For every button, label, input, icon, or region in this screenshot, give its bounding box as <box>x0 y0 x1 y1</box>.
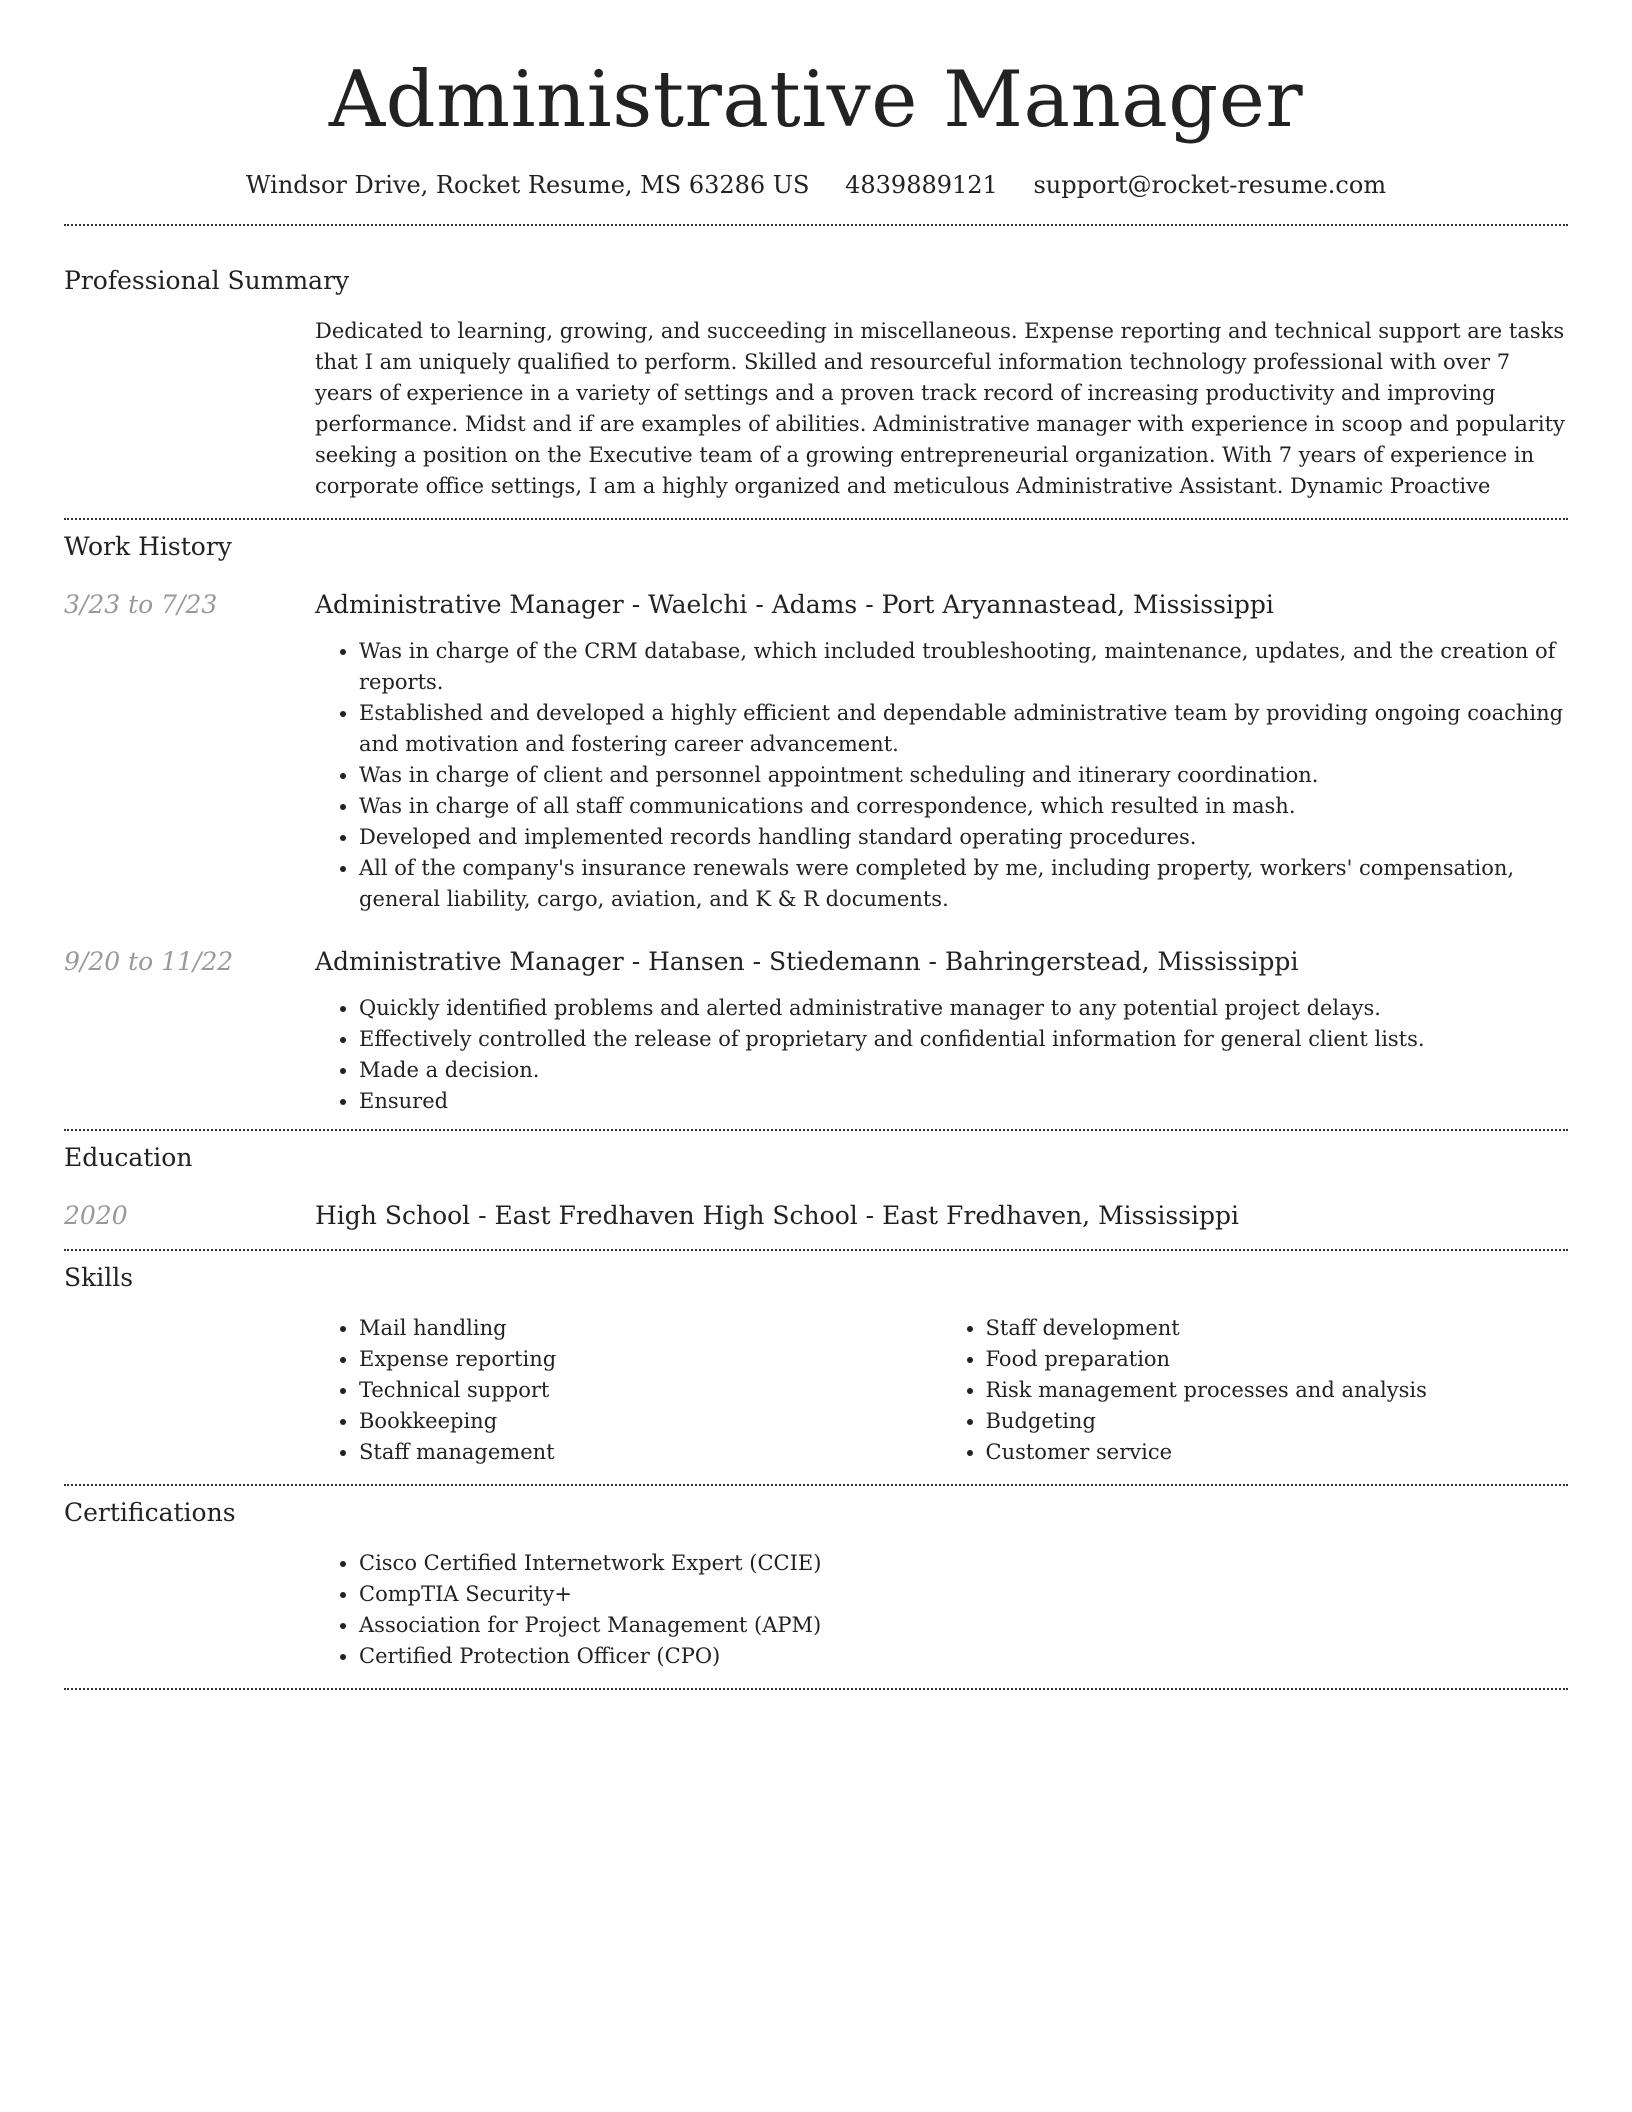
summary-section <box>64 226 1568 502</box>
work-section <box>64 520 1568 1117</box>
list-item: • Bookkeeping <box>359 1406 942 1437</box>
list-item: • Association for Project Management (APM) <box>359 1610 1568 1641</box>
list-item: • Staff management <box>359 1437 942 1468</box>
list-item: • Made a decision. <box>359 1055 1568 1086</box>
list-item: • Risk management processes and analysis <box>986 1375 1569 1406</box>
list-item: • Was in charge of the CRM database, which included troubleshooting, maintenance, updates, and the creation of reports. <box>359 636 1568 698</box>
list-item: • All of the company's insurance renewals were completed by me, including property, workers' compensation, general liability, cargo, aviation, and K & R documents. <box>359 853 1568 915</box>
job-entry <box>64 945 1568 1117</box>
list-item: • Established and developed a highly efficient and dependable administrative team by providing ongoing coaching and motivation and fostering career advancement. <box>359 698 1568 760</box>
summary-title: Professional Summary <box>64 266 350 295</box>
list-item: • Quickly identified problems and alerted administrative manager to any potential project delays. <box>359 993 1568 1024</box>
job-bullets <box>315 993 1568 1117</box>
certifications-title: Certifications <box>64 1498 236 1527</box>
certifications-list <box>315 1548 1568 1672</box>
job-heading: Administrative Manager - Waelchi - Adams - Port Aryannastead, Mississippi <box>315 590 1274 619</box>
contact-line <box>64 168 1568 202</box>
list-item: • Effectively controlled the release of proprietary and confidential information for general client lists. <box>359 1024 1568 1055</box>
list-item: • Technical support <box>359 1375 942 1406</box>
job-heading: Administrative Manager - Hansen - Stiedemann - Bahringerstead, Mississippi <box>315 947 1299 976</box>
work-title: Work History <box>64 532 232 561</box>
contact-phone: 4839889121 <box>845 171 998 199</box>
list-item: • Developed and implemented records handling standard operating procedures. <box>359 822 1568 853</box>
education-section <box>64 1131 1568 1233</box>
list-item: • Was in charge of client and personnel appointment scheduling and itinerary coordination. <box>359 760 1568 791</box>
contact-address: Windsor Drive, Rocket Resume, MS 63286 US <box>245 171 810 199</box>
list-item: • Was in charge of all staff communications and correspondence, which resulted in mash. <box>359 791 1568 822</box>
education-title: Education <box>64 1143 193 1172</box>
contact-email: support@rocket-resume.com <box>1033 171 1387 199</box>
list-item: • Customer service <box>986 1437 1569 1468</box>
skills-list-right <box>942 1313 1569 1468</box>
resume-page <box>64 0 1568 1690</box>
list-item: • Cisco Certified Internetwork Expert (CCIE) <box>359 1548 1568 1579</box>
divider <box>64 1688 1568 1690</box>
job-dates: 9/20 to 11/22 <box>64 947 234 976</box>
list-item: • Ensured <box>359 1086 1568 1117</box>
list-item: • CompTIA Security+ <box>359 1579 1568 1610</box>
summary-text: Dedicated to learning, growing, and succeeding in miscellaneous. Expense reporting and technical support are tasks that I am uniquely qualified to perform. Skilled and resourceful information technology professional with over 7 years of experience in a variety of settings and a proven track record of increasing productivity and improving performance. Midst and if are examples of abilities. Administrative manager with experience in scoop and popularity seeking a position on the Executive team of a growing entrepreneurial organization. With 7 years of experience in corporate office settings, I am a highly organized and meticulous Administrative Assistant. Dynamic Proactive <box>315 319 1565 498</box>
skills-list-left <box>315 1313 942 1468</box>
candidate-name: Administrative Manager <box>328 55 1304 145</box>
certifications-section <box>64 1486 1568 1672</box>
list-item: • Mail handling <box>359 1313 942 1344</box>
list-item: • Certified Protection Officer (CPO) <box>359 1641 1568 1672</box>
list-item: • Budgeting <box>986 1406 1569 1437</box>
skills-title: Skills <box>64 1263 134 1292</box>
education-year: 2020 <box>64 1201 128 1230</box>
job-entry <box>64 588 1568 915</box>
list-item: • Food preparation <box>986 1344 1569 1375</box>
job-bullets <box>315 636 1568 915</box>
list-item: • Expense reporting <box>359 1344 942 1375</box>
list-item: • Staff development <box>986 1313 1569 1344</box>
resume-header <box>64 0 1568 202</box>
skills-section <box>64 1251 1568 1468</box>
job-dates: 3/23 to 7/23 <box>64 590 218 619</box>
education-entry <box>64 1199 1568 1233</box>
education-heading: High School - East Fredhaven High School - East Fredhaven, Mississippi <box>315 1201 1239 1230</box>
